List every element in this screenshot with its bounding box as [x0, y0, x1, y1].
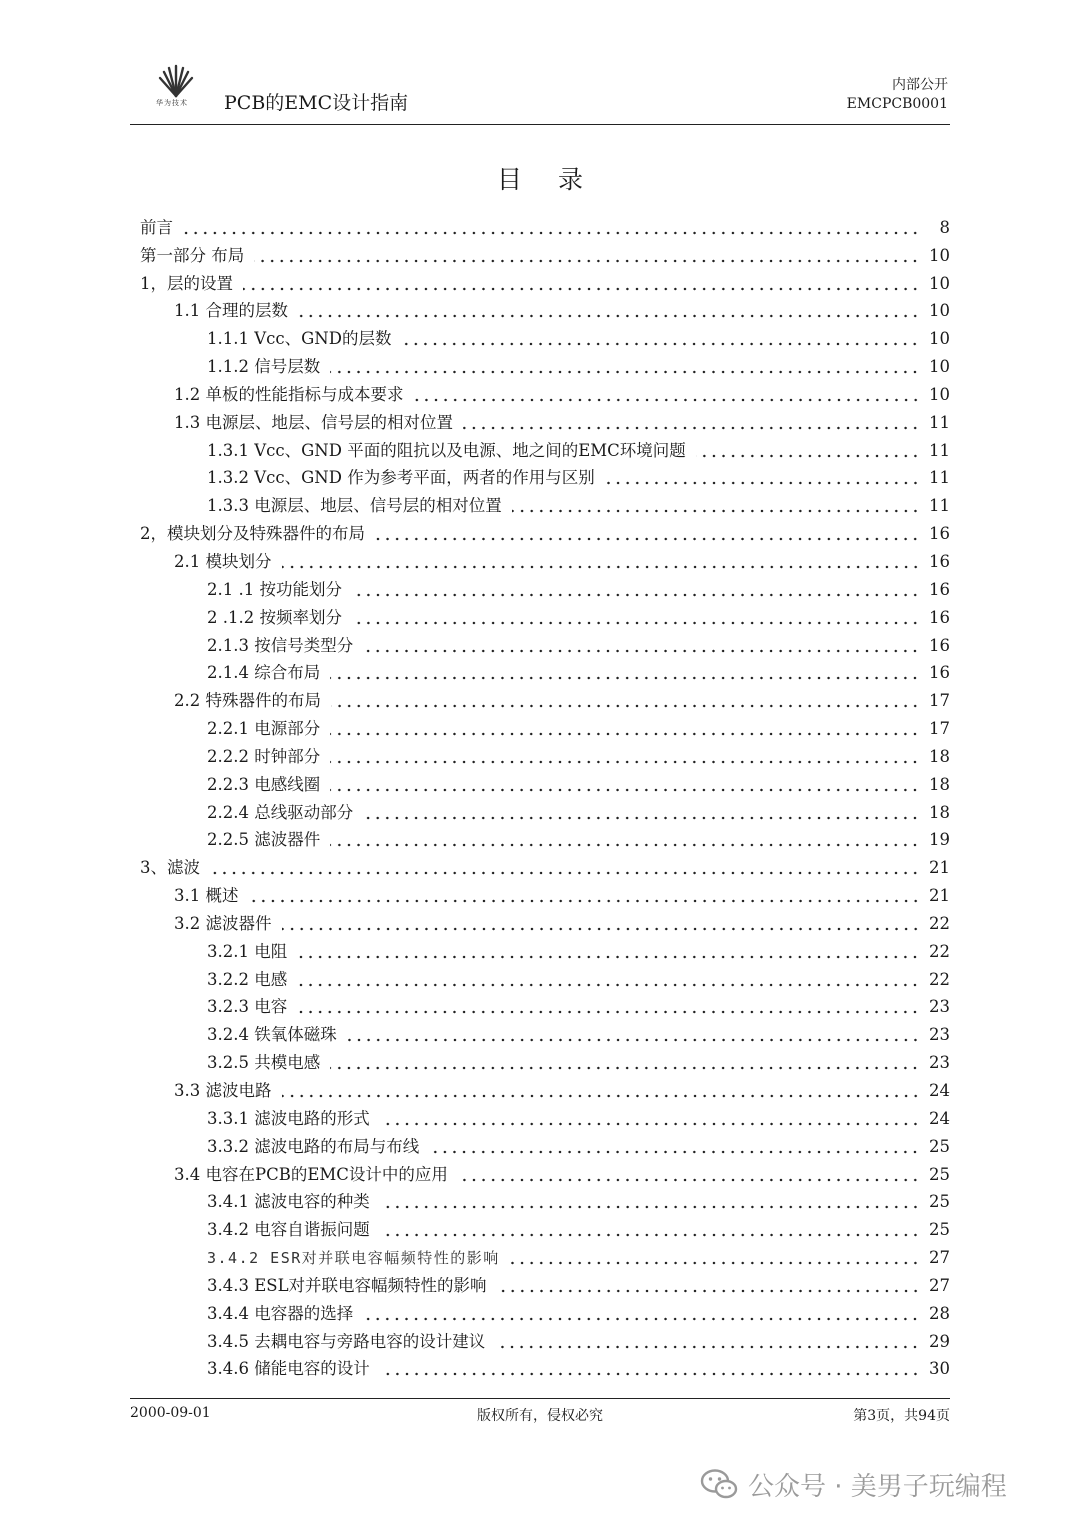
toc-entry-label: 3、滤波 — [140, 858, 200, 878]
toc-entry-page: 17 — [929, 719, 950, 739]
dot-leader — [363, 1317, 920, 1321]
toc-entry-label: 3.4.6 储能电容的设计 — [207, 1359, 370, 1379]
dot-leader — [331, 704, 920, 708]
toc-entry-label: 第一部分 布局 — [140, 245, 245, 265]
toc-entry — [140, 238, 950, 266]
dot-leader — [330, 1066, 920, 1070]
toc-entry-label: 2.1 .1 按功能划分 — [207, 579, 342, 599]
toc-entry-label: 3.4.1 滤波电容的种类 — [207, 1192, 370, 1212]
dot-leader — [282, 1094, 921, 1098]
toc-entry-label: 2.1.4 综合布局 — [207, 663, 321, 683]
toc-entry-page: 22 — [929, 941, 950, 961]
dot-leader — [282, 565, 921, 569]
toc-entry-label: 1.3.1 Vcc、GND 平面的阻抗以及电源、地之间的EMC环境问题 — [207, 440, 686, 460]
toc-entry-label: 3.1 概述 — [174, 886, 239, 906]
dot-leader — [243, 287, 920, 291]
toc-entry-label: 2.2.3 电感线圈 — [207, 774, 321, 794]
toc-entry-label: 3.2.5 共模电感 — [207, 1053, 321, 1073]
dot-leader — [183, 231, 920, 235]
footer-page-info: 第3页，共94页 — [853, 1408, 950, 1424]
toc-entry-label: 3.2.1 电阻 — [207, 941, 288, 961]
toc-entry-label: 2.2.1 电源部分 — [207, 719, 321, 739]
toc-entry — [140, 1129, 950, 1157]
toc-entry-page: 16 — [929, 663, 950, 683]
footer-date: 2000-09-01 — [130, 1405, 211, 1421]
dot-leader — [458, 1178, 920, 1182]
toc-entry-label: 3.2.3 电容 — [207, 997, 288, 1017]
toc-entry — [140, 1073, 950, 1101]
toc-entry — [140, 1240, 950, 1268]
document-code: EMCPCB0001 — [846, 96, 948, 112]
toc-entry — [140, 906, 950, 934]
toc-entry — [140, 1352, 950, 1380]
toc-entry-page: 27 — [929, 1248, 950, 1268]
toc-entry-page: 11 — [929, 468, 950, 488]
toc-entry-page: 29 — [929, 1331, 950, 1351]
toc-entry-page: 16 — [929, 607, 950, 627]
toc-entry — [140, 516, 950, 544]
toc-entry-label: 3.4.5 去耦电容与旁路电容的设计建议 — [207, 1331, 486, 1351]
dot-leader — [429, 1150, 920, 1154]
dot-leader — [352, 593, 920, 597]
classification-label: 内部公开 — [892, 77, 948, 93]
dot-leader — [363, 816, 920, 820]
toc-entry — [140, 1157, 950, 1185]
wechat-icon — [700, 1468, 738, 1500]
toc-entry-page: 11 — [929, 412, 950, 432]
toc-entry-page: 16 — [929, 551, 950, 571]
watermark-text: 公众号 · 美男子玩编程 — [748, 1471, 1007, 1502]
dot-leader — [297, 1010, 920, 1014]
page-header — [130, 58, 950, 125]
toc-entry — [140, 210, 950, 238]
toc-entry — [140, 488, 950, 516]
toc-entry-label: 1.2 单板的性能指标与成本要求 — [174, 384, 404, 404]
toc-entry — [140, 990, 950, 1018]
dot-leader — [352, 621, 920, 625]
toc-entry-page: 8 — [939, 217, 950, 237]
dot-leader — [297, 983, 920, 987]
toc-entry — [140, 962, 950, 990]
toc-entry-page: 21 — [929, 886, 950, 906]
toc-entry-label: 3.4 电容在PCB的EMC设计中的应用 — [174, 1164, 448, 1184]
toc-entry-page: 25 — [929, 1192, 950, 1212]
toc-entry — [140, 377, 950, 405]
toc-entry-label: 3.2.2 电感 — [207, 969, 288, 989]
watermark — [700, 1462, 1007, 1506]
dot-leader — [363, 649, 920, 653]
toc-entry — [140, 294, 950, 322]
document-title: PCB的EMC设计指南 — [224, 92, 409, 114]
toc-entry-label: 3.2 滤波器件 — [174, 913, 272, 933]
dot-leader — [380, 1205, 920, 1209]
toc-entry — [140, 795, 950, 823]
toc-entry — [140, 823, 950, 851]
toc-entry-label: 1.1 合理的层数 — [174, 301, 288, 321]
toc-entry — [140, 1185, 950, 1213]
toc-entry-page: 24 — [929, 1108, 950, 1128]
dot-leader — [330, 732, 920, 736]
header-right — [847, 76, 948, 114]
toc-entry-label: 3.3.2 滤波电路的布局与布线 — [207, 1136, 420, 1156]
toc-entry-label: 2.2.4 总线驱动部分 — [207, 802, 354, 822]
toc-entry-page: 19 — [929, 830, 950, 850]
dot-leader — [401, 342, 920, 346]
toc-entry-page: 25 — [929, 1220, 950, 1240]
dot-leader — [254, 259, 920, 263]
dot-leader — [414, 398, 921, 402]
dot-leader — [495, 1345, 920, 1349]
toc-entry-label: 3.3 滤波电路 — [174, 1081, 272, 1100]
toc-entry-label: 1.3.2 Vcc、GND 作为参考平面，两者的作用与区别 — [207, 468, 595, 488]
dot-leader — [696, 454, 920, 458]
toc-entry-label: 2.2.5 滤波器件 — [207, 830, 321, 850]
toc-entry-label: 1，层的设置 — [140, 273, 233, 293]
toc-entry — [140, 405, 950, 433]
toc-entry-label: 2，模块划分及特殊器件的布局 — [140, 524, 365, 544]
toc-entry-page: 18 — [929, 802, 950, 822]
toc-entry — [140, 628, 950, 656]
toc-entry-label: 2 .1.2 按频率划分 — [207, 607, 342, 627]
dot-leader — [463, 426, 920, 430]
toc-entry-page: 18 — [929, 746, 950, 766]
toc-entry — [140, 433, 950, 461]
toc-entry-label: 3.4.3 ESL对并联电容幅频特性的影响 — [207, 1275, 487, 1295]
toc-entry-label: 2.2 特殊器件的布局 — [174, 691, 321, 711]
toc-entry — [140, 739, 950, 767]
toc-entry — [140, 656, 950, 684]
dot-leader — [347, 1038, 920, 1042]
dot-leader — [330, 760, 920, 764]
dot-leader — [380, 1122, 920, 1126]
toc-entry-page: 18 — [929, 774, 950, 794]
dot-leader — [297, 955, 920, 959]
toc-entry-page: 25 — [929, 1164, 950, 1184]
toc-entry-label: 3.2.4 铁氧体磁珠 — [207, 1025, 337, 1045]
toc-entry-label: 前言 — [140, 217, 173, 237]
toc-entry — [140, 1268, 950, 1296]
toc-entry — [140, 711, 950, 739]
toc-entry-page: 10 — [929, 329, 950, 349]
dot-leader — [380, 1372, 920, 1376]
toc-entry — [140, 1101, 950, 1129]
toc-entry-page: 24 — [929, 1081, 950, 1100]
toc-entry — [140, 266, 950, 294]
dot-leader — [330, 788, 920, 792]
toc-entry — [140, 934, 950, 962]
dot-leader — [375, 537, 920, 541]
toc-entry-page: 23 — [929, 997, 950, 1017]
toc-entry — [140, 683, 950, 711]
toc-entry-page: 11 — [929, 496, 950, 516]
dot-leader — [298, 314, 920, 318]
toc-entry-page: 22 — [929, 913, 950, 933]
toc-entry-page: 27 — [929, 1275, 950, 1295]
toc-entry — [140, 461, 950, 489]
toc-entry-label: 2.2.2 时钟部分 — [207, 746, 321, 766]
toc-entry-page: 23 — [929, 1025, 950, 1045]
toc-entry — [140, 321, 950, 349]
toc-entry-label: 3.3.1 滤波电路的形式 — [207, 1108, 370, 1128]
toc-entry-page: 10 — [929, 301, 950, 321]
dot-leader — [497, 1289, 920, 1293]
dot-leader — [210, 871, 920, 875]
table-of-contents — [140, 210, 950, 1379]
toc-entry-page: 10 — [929, 357, 950, 377]
toc-entry — [140, 1324, 950, 1352]
toc-entry-page: 22 — [929, 969, 950, 989]
toc-entry-page: 16 — [929, 579, 950, 599]
toc-entry-label: 1.1.2 信号层数 — [207, 357, 321, 377]
toc-entry-page: 11 — [929, 440, 950, 460]
toc-heading: 目 录 — [497, 165, 597, 194]
toc-entry-label: 3.4.2 ESR对并联电容幅频特性的影响 — [207, 1249, 500, 1268]
page-footer — [130, 1398, 950, 1429]
toc-entry-page: 10 — [929, 245, 950, 265]
toc-entry-label: 1.1.1 Vcc、GND的层数 — [207, 329, 392, 349]
toc-entry — [140, 1045, 950, 1073]
toc-entry — [140, 572, 950, 600]
toc-entry — [140, 600, 950, 628]
toc-entry-page: 17 — [929, 691, 950, 711]
toc-entry — [140, 1017, 950, 1045]
toc-entry-page: 28 — [929, 1303, 950, 1323]
toc-entry — [140, 349, 950, 377]
toc-entry — [140, 544, 950, 572]
toc-entry — [140, 878, 950, 906]
toc-entry-label: 1.3 电源层、地层、信号层的相对位置 — [174, 412, 453, 432]
toc-entry-page: 23 — [929, 1053, 950, 1073]
toc-entry-page: 16 — [929, 524, 950, 544]
toc-entry-label: 3.4.4 电容器的选择 — [207, 1303, 354, 1323]
toc-entry-label: 2.1 模块划分 — [174, 551, 272, 571]
dot-leader — [282, 927, 921, 931]
logo-text: 华为技术 — [156, 99, 188, 107]
dot-leader — [330, 676, 920, 680]
toc-entry-page: 10 — [929, 384, 950, 404]
footer-copyright: 版权所有，侵权必究 — [477, 1408, 603, 1424]
toc-entry-page: 25 — [929, 1136, 950, 1156]
toc-entry — [140, 1212, 950, 1240]
dot-leader — [330, 843, 920, 847]
toc-entry-page: 30 — [929, 1359, 950, 1379]
toc-entry-page: 21 — [929, 858, 950, 878]
toc-entry-page: 10 — [929, 273, 950, 293]
dot-leader — [605, 481, 920, 485]
toc-entry-label: 1.3.3 电源层、地层、信号层的相对位置 — [207, 496, 502, 516]
toc-entry-page: 16 — [929, 635, 950, 655]
toc-entry — [140, 850, 950, 878]
toc-entry-label: 3.4.2 电容自谐振问题 — [207, 1220, 370, 1240]
dot-leader — [510, 1261, 920, 1265]
toc-entry — [140, 767, 950, 795]
dot-leader — [380, 1233, 920, 1237]
dot-leader — [249, 899, 921, 903]
dot-leader — [330, 370, 920, 374]
dot-leader — [512, 509, 920, 513]
toc-entry-label: 2.1.3 按信号类型分 — [207, 635, 354, 655]
toc-entry — [140, 1296, 950, 1324]
